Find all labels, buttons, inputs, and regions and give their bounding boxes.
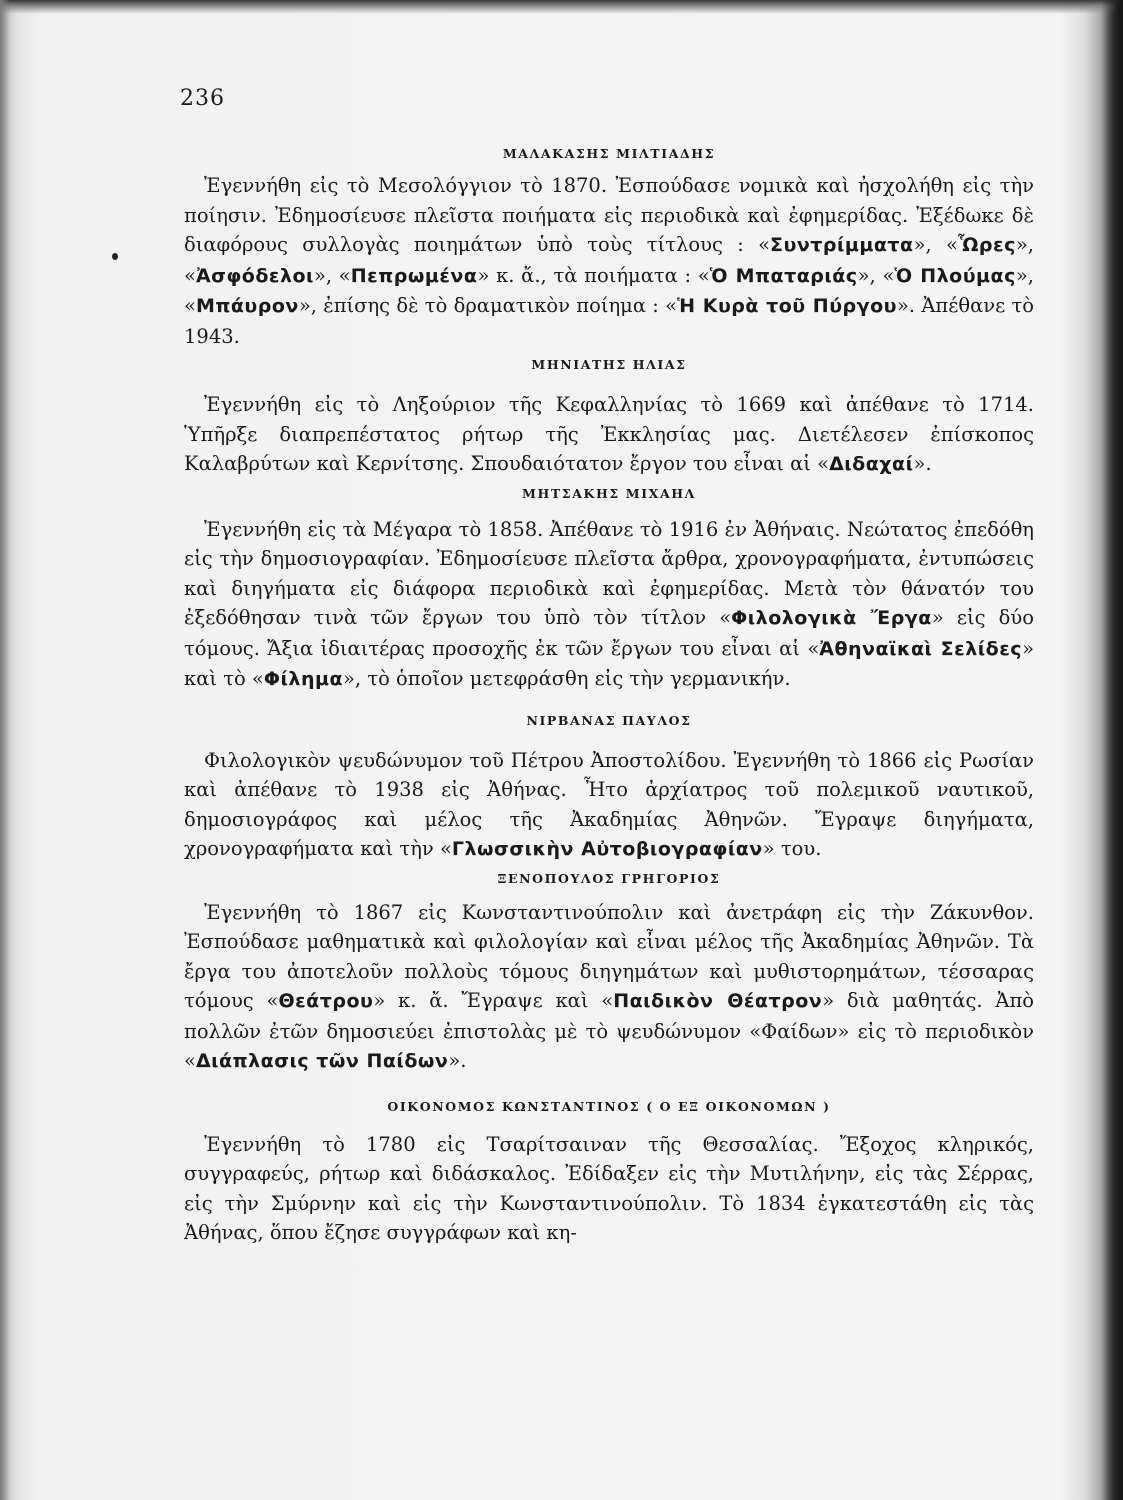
work-title: Φιλολογικὰ Ἔργα <box>731 607 932 629</box>
entry-heading: ΜΗΝΙΑΤΗΣ ΗΛΙΑΣ <box>531 357 687 372</box>
work-title: Θεάτρου <box>278 990 374 1012</box>
entry-heading: ΝΙΡΒΑΝΑΣ ΠΑΥΛΟΣ <box>526 712 692 728</box>
work-title: Ἀθηναϊκαὶ Σελίδες <box>819 637 1023 660</box>
work-title: Πεπρωμένα <box>350 264 478 287</box>
top-shadow <box>0 0 1123 14</box>
entry-malakasis <box>184 146 1034 351</box>
entry-paragraph: Ἐγεννήθη τὸ 1867 εἰς Κωνσταντινούπολιν καὶ ἀνετράφη εἰς τὴν Ζάκυνθον. Ἐσπούδασε μαθηματικὰ καὶ φιλολογίαν καὶ εἶναι μέλος τῆς Ἀκαδημίας Ἀθηνῶν. Τὰ ἔργα του ἀποτελοῦν πολλοὺς τόμους διηγημάτων καὶ μυθιστορημάτων, τέσσαρας τόμους «Θεάτρου» κ. ἄ. Ἔγραψε καὶ «Παιδικὸν Θέατρον» διὰ μαθητάς. Ἀπὸ πολλῶν ἐτῶν δημοσιεύει ἐπιστολὰς μὲ τὸ ψευδώνυμον «Φαίδων» εἰς τὸ περιοδικὸν «Διάπλασις τῶν Παίδων». <box>184 900 1034 1072</box>
work-title: Διάπλασις τῶν Παίδων <box>195 1050 449 1072</box>
entry-paragraph: Φιλολογικὸν ψευδώνυμον τοῦ Πέτρου Ἀποστολίδου. Ἐγεννήθη τὸ 1866 εἰς Ρωσίαν καὶ ἀπέθανε τὸ 1938 εἰς Ἀθήνας. Ἦτο ἀρχίατρος τοῦ πολεμικοῦ ναυτικοῦ, δημοσιογράφος καὶ μέλος τῆς Ἀκαδημίας Ἀθηνῶν. Ἔγραψε διηγήματα, χρονογραφήματα καὶ τὴν «Γλωσσικὴν Αὐτοβιογραφίαν» του. <box>184 748 1034 860</box>
work-title: Φίλημα <box>263 668 343 690</box>
entry-nirvanas <box>184 713 1034 865</box>
entry-heading: ΜΑΛΑΚΑΣΗΣ ΜΙΛΤΙΑΔΗΣ <box>502 146 716 161</box>
page-body <box>184 140 1034 1248</box>
work-title: Ἀσφόδελοι <box>195 264 314 287</box>
left-page-edge <box>0 0 10 1500</box>
work-title: Μπάυρον <box>195 295 299 317</box>
work-title: Ὁ Μπαταριάς <box>709 264 858 287</box>
entry-heading: ΟΙΚΟΝΟΜΟΣ ΚΩΝΣΤΑΝΤΙΝΟΣ ( Ο ΕΞ ΟΙΚΟΝΟΜΩΝ ) <box>387 1098 831 1114</box>
entry-miniatis <box>184 357 1034 480</box>
work-title: Συντρίμματα <box>770 234 914 256</box>
work-title: Διδαχαί <box>829 453 914 475</box>
entry-heading: ΞΕΝΟΠΟΥΛΟΣ ΓΡΗΓΟΡΙΟΣ <box>497 870 721 886</box>
entry-paragraph: Ἐγεννήθη τὸ 1780 εἰς Τσαρίτσαιναν τῆς Θεσσαλίας. Ἔξοχος κληρικός, συγγραφεύς, ρήτωρ καὶ διδάσκαλος. Ἐδίδαξεν εἰς τὴν Μυτιλήνην, εἰς τὰς Σέρρας, εἰς τὴν Σμύρνην καὶ εἰς τὴν Κωνσταντινούπολιν. Τὸ 1834 ἐγκατεστάθη εἰς τὰς Ἀθήνας, ὅπου ἔζησε συγγράφων καὶ κη- <box>184 1132 1034 1244</box>
work-title: Ἡ Κυρὰ τοῦ Πύργου <box>677 295 897 317</box>
entry-paragraph: Ἐγεννήθη εἰς τὸ Ληξούριον τῆς Κεφαλληνίας τὸ 1669 καὶ ἀπέθανε τὸ 1714. Ὑπῆρξε διαπρεπέστατος ρήτωρ τῆς Ἐκκλησίας μας. Διετέλεσεν ἐπίσκοπος Καλαβρύτων καὶ Κερνίτσης. Σπουδαιότατον ἔργον του εἶναι αἱ «Διδαχαί». <box>184 393 1034 475</box>
work-title: Γλωσσικὴν Αὐτοβιογραφίαν <box>451 838 763 860</box>
entry-xenopoulos <box>184 871 1034 1077</box>
page-number: 236 <box>180 86 225 111</box>
work-title: Ὧρες <box>957 234 1016 256</box>
entry-paragraph: Ἐγεννήθη εἰς τὸ Μεσολόγγιον τὸ 1870. Ἐσπούδασε νομικὰ καὶ ἠσχολήθη εἰς τὴν ποίησιν. Ἐδημοσίευσε πλεῖστα ποιήματα εἰς περιοδικὰ καὶ ἐφημερίδας. Ἐξέδωκε δὲ διαφόρους συλλογὰς ποιημάτων ὑπὸ τοὺς τίτλους : «Συντρίμματα», «Ὧρες», «Ἀσφόδελοι», «Πεπρωμένα» κ. ἄ., τὰ ποιήματα : «Ὁ Μπαταριάς», «Ὁ Πλούμας», «Μπάυρον», ἐπίσης δὲ τὸ δραματικὸν ποίημα : «Ἡ Κυρὰ τοῦ Πύργου». Ἀπέθανε τὸ 1943. <box>184 174 1034 348</box>
ink-speck <box>112 253 118 260</box>
work-title: Παιδικὸν Θέατρον <box>613 990 823 1012</box>
entry-paragraph: Ἐγεννήθη εἰς τὰ Μέγαρα τὸ 1858. Ἀπέθανε τὸ 1916 ἐν Ἀθήναις. Νεώτατος ἐπεδόθη εἰς τὴν δημοσιογραφίαν. Ἐδημοσίευσε πλεῖστα ἄρθρα, χρονογραφήματα, ἐντυπώσεις καὶ διηγήματα εἰς διάφορα περιοδικὰ καὶ ἐφημερίδας. Μετὰ τὸν θάνατόν του ἐξεδόθησαν τινὰ τῶν ἔργων του ὑπὸ τὸν τίτλον «Φιλολογικὰ Ἔργα» εἰς δύο τόμους. Ἄξια ἰδιαιτέρας προσοχῆς ἐκ τῶν ἔργων του εἶναι αἱ «Ἀθηναϊκαὶ Σελίδες» καὶ τὸ «Φίλημα», τὸ ὁποῖον μετεφράσθη εἰς τὴν γερμανικήν. <box>184 517 1034 690</box>
book-spine-shadow <box>1101 0 1123 1500</box>
entry-heading: ΜΗΤΣΑΚΗΣ ΜΙΧΑΗΛ <box>522 485 696 501</box>
entry-mitsakis <box>184 486 1034 695</box>
work-title: Ὁ Πλούμας <box>894 264 1016 287</box>
entry-oikonomos <box>184 1099 1034 1248</box>
